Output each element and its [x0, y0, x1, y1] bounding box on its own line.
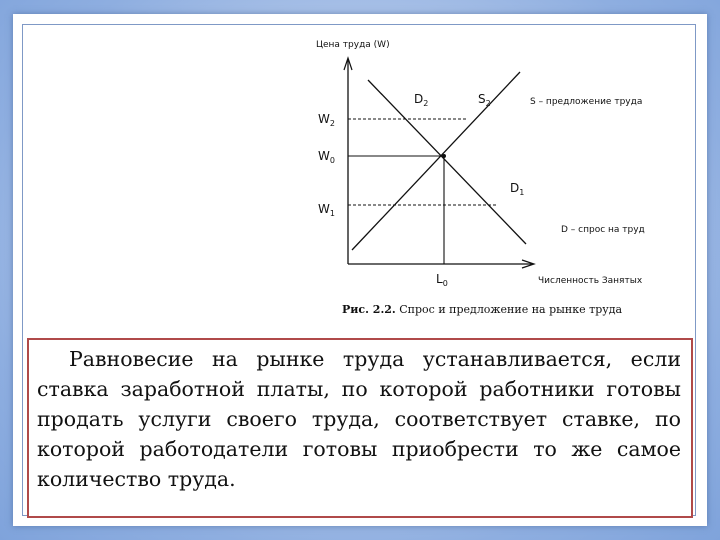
equilibrium-point	[442, 154, 446, 158]
w1-label: $W_1$	[318, 202, 335, 218]
d1-label: $D_1$	[510, 181, 525, 197]
y-axis-label: Цена труда (W)	[316, 40, 390, 50]
l0-label: $L_0$	[436, 272, 448, 288]
demand-curve	[368, 80, 526, 244]
demand-legend: D – спрос на труд	[561, 225, 645, 235]
d2-label: $D_2$	[414, 92, 429, 108]
supply-curve	[352, 72, 520, 250]
w0-label: $W_0$	[318, 149, 335, 165]
definition-text-box	[27, 338, 693, 518]
supply-legend: S – предложение труда	[530, 97, 643, 107]
w2-label: $W_2$	[318, 112, 335, 128]
figure-caption: Рис. 2.2. Спрос и предложение на рынке труда	[342, 303, 623, 316]
definition-paragraph: Равновесие на рынке труда устанавливается, если ставка заработной платы, по которой работники готовы продать услуги своего труда, соответствует ставке, по которой работодатели готовы приобрести то же самое количество труда.	[37, 347, 681, 491]
x-axis-label: Численность Занятых	[538, 276, 643, 286]
s2-label: $S_2$	[478, 92, 491, 108]
